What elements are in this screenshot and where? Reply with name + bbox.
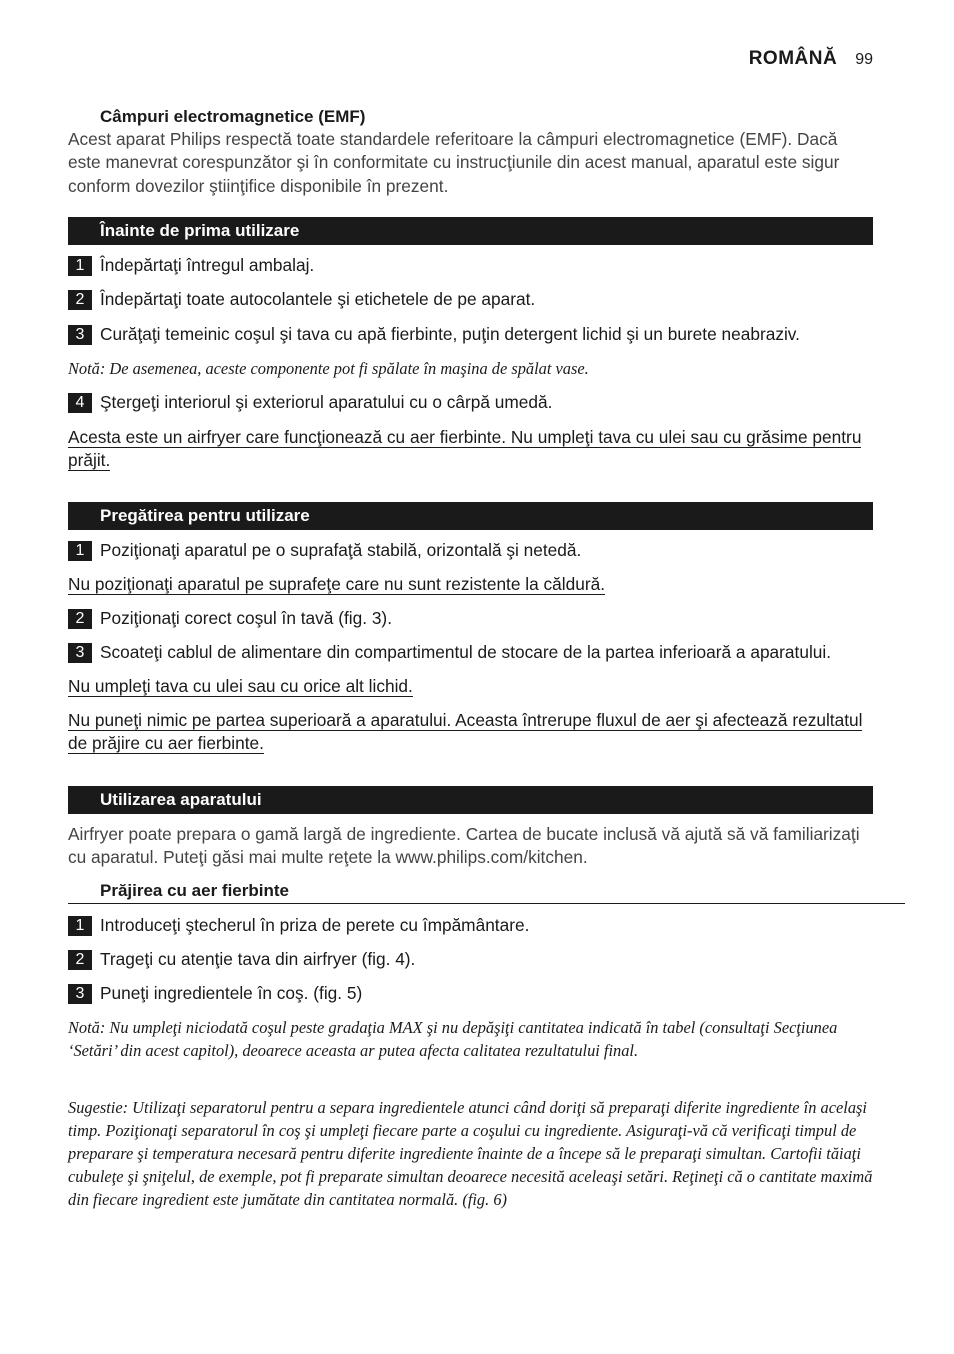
warning-text: Acesta este un airfryer care funcţionează cu aer fierbinte. Nu umpleţi tava cu ulei sau cu grăsime pentru prăjit. bbox=[68, 427, 862, 471]
step-number: 4 bbox=[68, 393, 92, 413]
emf-body: Acest aparat Philips respectă toate standardele referitoare la câmpuri electromagnetice (EMF). Dacă este manevrat corespunzător şi în conformitate cu instrucţiunile din acest manual, aparatul este sigur conform dovezilor ştiinţifice disponibile în prezent. bbox=[68, 129, 840, 196]
section-bar-using: Utilizarea aparatului bbox=[68, 786, 873, 814]
warning-text: Nu umpleţi tava cu ulei sau cu orice alt lichid. bbox=[68, 676, 413, 696]
language-label: ROMÂNĂ bbox=[748, 48, 838, 69]
step-item bbox=[68, 914, 873, 937]
warning-text: Nu poziţionaţi aparatul pe suprafeţe care nu sunt rezistente la căldură. bbox=[68, 574, 606, 594]
step-number: 1 bbox=[68, 541, 92, 561]
step-number: 2 bbox=[68, 290, 92, 310]
emf-heading: Câmpuri electromagnetice (EMF) bbox=[100, 107, 366, 126]
step-item bbox=[68, 391, 873, 414]
warning-oil bbox=[68, 426, 873, 473]
running-header bbox=[749, 48, 873, 70]
step-text: Introduceţi ştecherul în priza de perete cu împământare. bbox=[100, 915, 530, 935]
step-text: Ştergeţi interiorul şi exteriorul aparatului cu o cârpă umedă. bbox=[100, 392, 553, 412]
warning-airflow bbox=[68, 709, 873, 756]
warning-heat-surface bbox=[68, 573, 873, 596]
step-number: 1 bbox=[68, 916, 92, 936]
warning-text: Nu puneţi nimic pe partea superioară a aparatului. Aceasta întrerupe fluxul de aer şi afectează rezultatul de prăjire cu aer fierbinte. bbox=[68, 710, 863, 754]
step-number: 1 bbox=[68, 256, 92, 276]
step-text: Puneţi ingredientele în coş. (fig. 5) bbox=[100, 983, 363, 1003]
note-max-level: Notă: Nu umpleţi niciodată coşul peste gradaţia MAX şi nu depăşiţi cantitatea indicată în tabel (consultaţi Secţiunea ‘Setări’ din acest capitol), deoarece aceasta ar putea afecta calitatea rezultatului final. bbox=[68, 1018, 838, 1060]
step-item bbox=[68, 254, 873, 277]
air-frying-subheading: Prăjirea cu aer fierbinte bbox=[68, 880, 905, 904]
using-intro: Airfryer poate prepara o gamă largă de ingrediente. Cartea de bucate inclusă vă ajută să vă familiarizaţi cu aparatul. Puteţi găsi mai multe reţete la www.philips.com/kitchen. bbox=[68, 824, 860, 868]
step-item bbox=[68, 539, 873, 562]
step-text: Îndepărtaţi toate autocolantele şi etichetele de pe aparat. bbox=[100, 289, 536, 309]
emf-section bbox=[68, 106, 873, 198]
step-number: 3 bbox=[68, 984, 92, 1004]
note-dishwasher: Notă: De asemenea, aceste componente pot fi spălate în maşina de spălat vase. bbox=[68, 359, 589, 378]
step-number: 3 bbox=[68, 325, 92, 345]
step-text: Curăţaţi temeinic coşul şi tava cu apă fierbinte, puţin detergent lichid şi un burete neabraziv. bbox=[100, 324, 800, 344]
step-text: Îndepărtaţi întregul ambalaj. bbox=[100, 255, 315, 275]
step-text: Poziţionaţi corect coşul în tavă (fig. 3). bbox=[100, 608, 392, 628]
step-text: Scoateţi cablul de alimentare din compartimentul de stocare de la partea inferioară a aparatului. bbox=[100, 642, 832, 662]
step-item bbox=[68, 607, 873, 630]
step-text: Trageţi cu atenţie tava din airfryer (fig. 4). bbox=[100, 949, 416, 969]
step-number: 2 bbox=[68, 609, 92, 629]
step-item bbox=[68, 948, 873, 971]
section-bar-preparing: Pregătirea pentru utilizare bbox=[68, 502, 873, 530]
step-number: 3 bbox=[68, 643, 92, 663]
step-item bbox=[68, 323, 873, 346]
tip-separator: Sugestie: Utilizaţi separatorul pentru a separa ingredientele atunci când doriţi să preparaţi diferite ingrediente în acelaşi timp. Poziţionaţi separatorul în coş şi umpleţi fiecare parte a coşului cu ingrediente. Asiguraţi-vă că verificaţi timpul de preparare şi temperatura necesară pentru diferite ingrediente înainte de a începe să le preparaţi simultan. Cartofii tăiaţi cubuleţe şi şniţelul, de exemple, pot fi preparate simultan deoarece necesită aceleaşi setări. Reţineţi că o cantitate maximă din fiecare ingredient este jumătate din cantitatea normală. (fig. 6) bbox=[68, 1098, 873, 1209]
step-item bbox=[68, 982, 873, 1005]
step-item bbox=[68, 641, 873, 664]
step-item bbox=[68, 288, 873, 311]
warning-liquid bbox=[68, 675, 873, 698]
step-number: 2 bbox=[68, 950, 92, 970]
section-bar-before-first-use: Înainte de prima utilizare bbox=[68, 217, 873, 245]
step-text: Poziţionaţi aparatul pe o suprafaţă stabilă, orizontală şi netedă. bbox=[100, 540, 582, 560]
page-number: 99 bbox=[855, 51, 873, 68]
